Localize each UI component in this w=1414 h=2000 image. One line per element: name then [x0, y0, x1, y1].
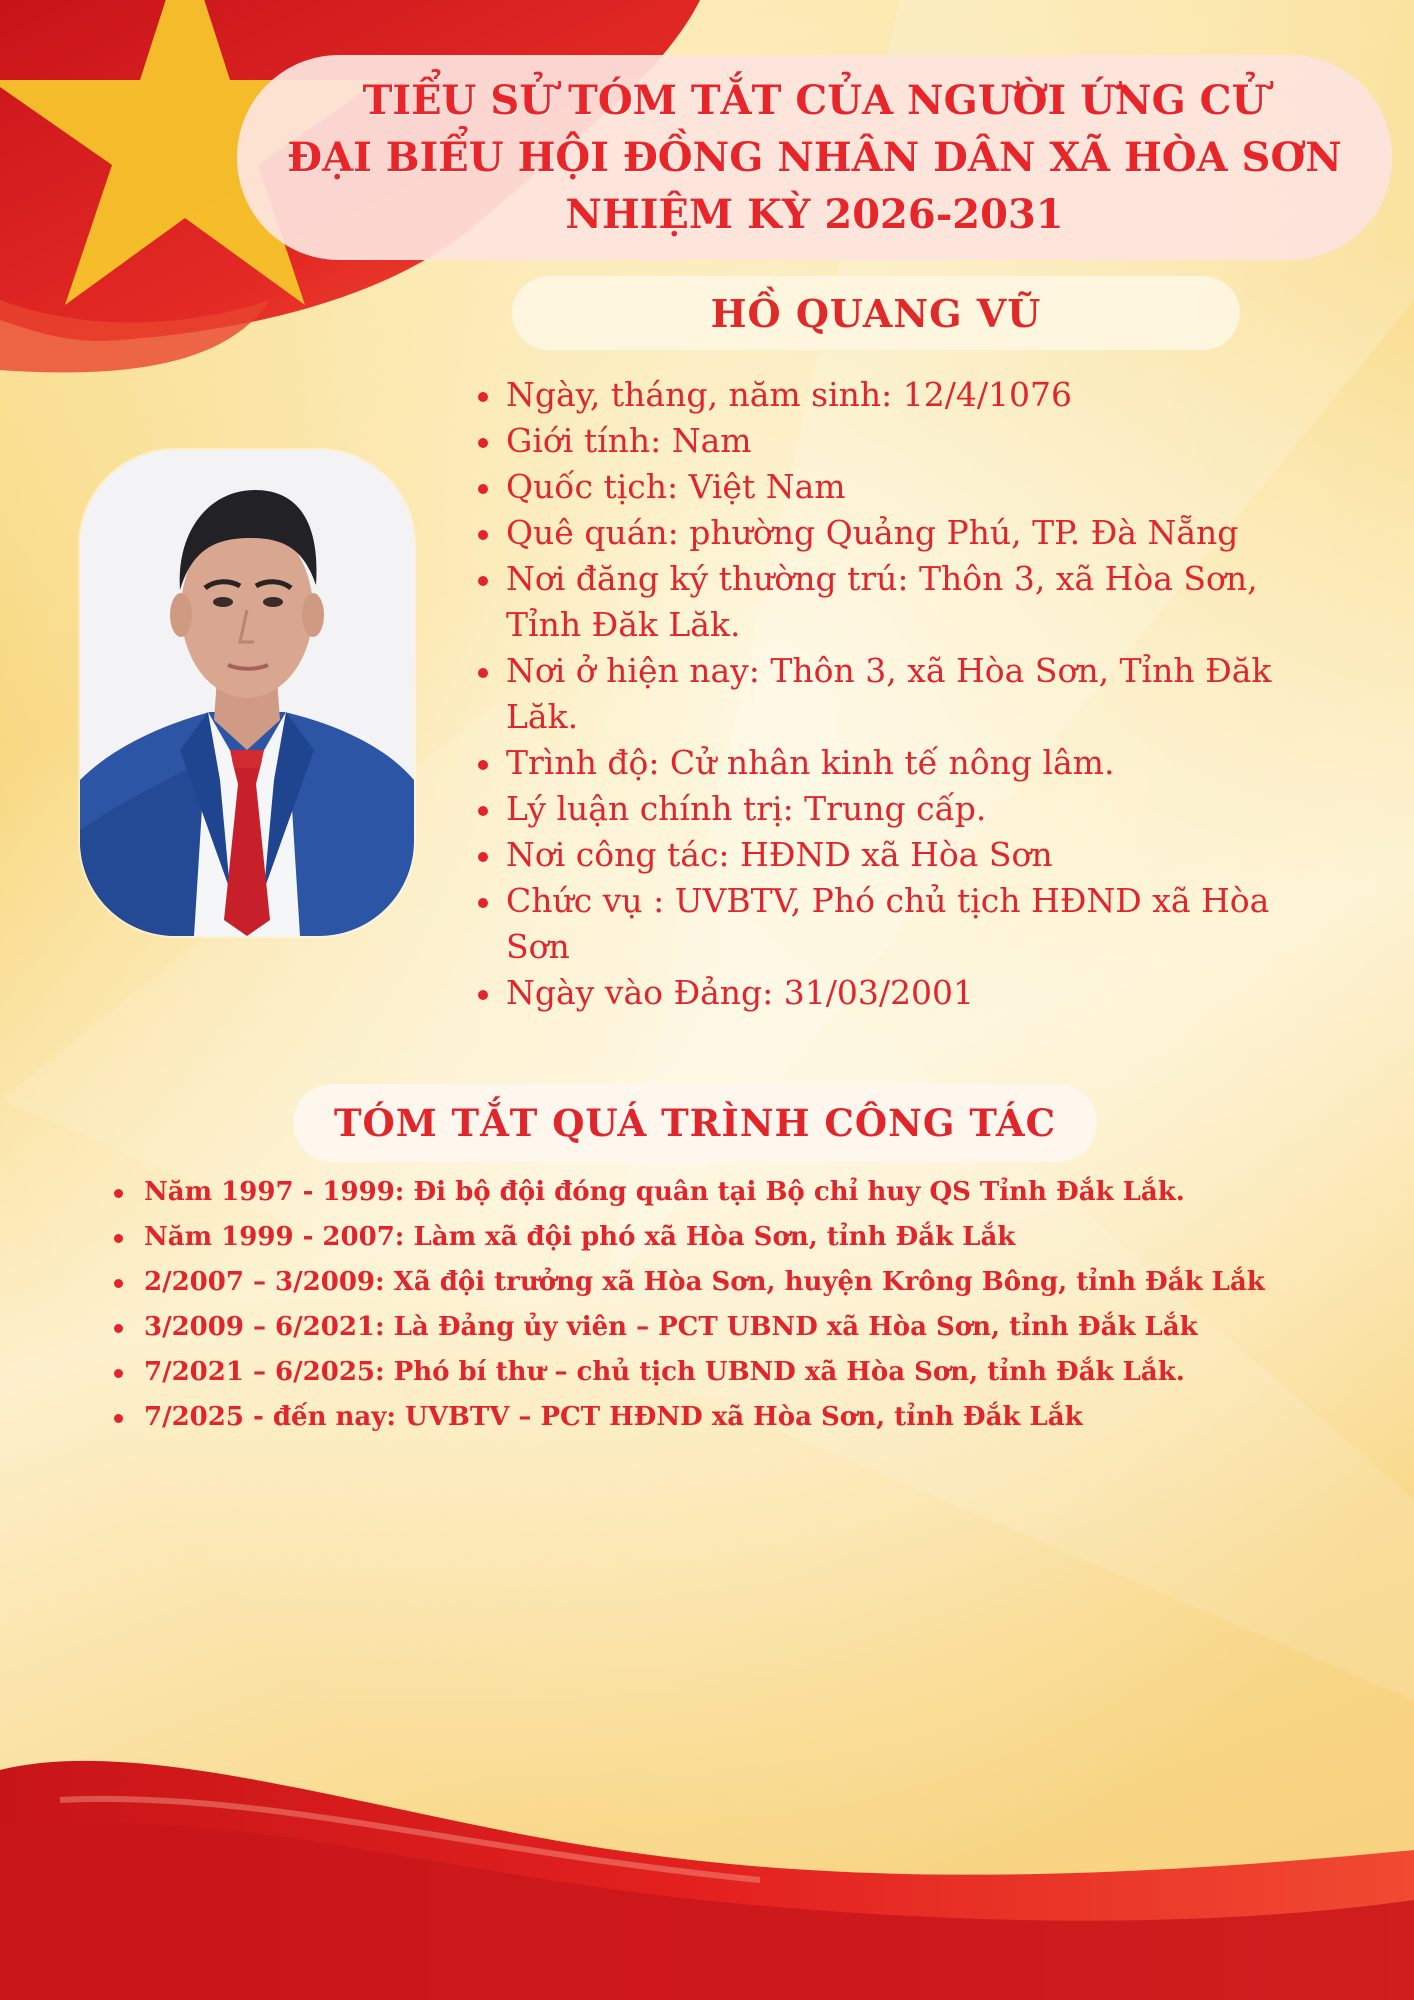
detail-nationality: Quốc tịch: Việt Nam — [474, 464, 1294, 510]
candidate-name-banner — [512, 276, 1240, 350]
career-list — [110, 1170, 1360, 1440]
detail-party-join-date: Ngày vào Đảng: 31/03/2001 — [474, 970, 1294, 1016]
career-item: 3/2009 – 6/2021: Là Đảng ủy viên – PCT UBND xã Hòa Sơn, tỉnh Đắk Lắk — [110, 1305, 1360, 1350]
career-item: 2/2007 – 3/2009: Xã đội trưởng xã Hòa Sơn, huyện Krông Bông, tỉnh Đắk Lắk — [110, 1260, 1360, 1305]
career-item: Năm 1999 - 2007: Làm xã đội phó xã Hòa Sơn, tỉnh Đắk Lắk — [110, 1215, 1360, 1260]
candidate-details-list — [474, 372, 1294, 1016]
detail-hometown: Quê quán: phường Quảng Phú, TP. Đà Nẵng — [474, 510, 1294, 556]
career-item: 7/2021 – 6/2025: Phó bí thư – chủ tịch UBND xã Hòa Sơn, tỉnh Đắk Lắk. — [110, 1350, 1360, 1395]
title-line-3: NHIỆM KỲ 2026-2031 — [565, 191, 1064, 238]
career-item: Năm 1997 - 1999: Đi bộ đội đóng quân tại Bộ chỉ huy QS Tỉnh Đắk Lắk. — [110, 1170, 1360, 1215]
detail-workplace: Nơi công tác: HĐND xã Hòa Sơn — [474, 832, 1294, 878]
candidate-name: HỒ QUANG VŨ — [710, 290, 1042, 336]
detail-birthdate: Ngày, tháng, năm sinh: 12/4/1076 — [474, 372, 1294, 418]
title-line-2: ĐẠI BIỂU HỘI ĐỒNG NHÂN DÂN XÃ HÒA SƠN — [287, 134, 1342, 181]
title-line-1: TIỂU SỬ TÓM TẮT CỦA NGƯỜI ỨNG CỬ — [362, 77, 1267, 124]
detail-political-theory: Lý luận chính trị: Trung cấp. — [474, 786, 1294, 832]
candidate-portrait — [80, 450, 414, 936]
career-heading: TÓM TẮT QUÁ TRÌNH CÔNG TÁC — [333, 1101, 1057, 1145]
career-heading-banner — [293, 1084, 1097, 1162]
detail-education: Trình độ: Cử nhân kinh tế nông lâm. — [474, 740, 1294, 786]
detail-permanent-residence: Nơi đăng ký thường trú: Thôn 3, xã Hòa Sơn, Tỉnh Đăk Lăk. — [474, 556, 1294, 648]
career-item: 7/2025 - đến nay: UVBTV – PCT HĐND xã Hòa Sơn, tỉnh Đắk Lắk — [110, 1395, 1360, 1440]
title-banner — [237, 55, 1392, 260]
detail-position: Chức vụ : UVBTV, Phó chủ tịch HĐND xã Hòa Sơn — [474, 878, 1294, 970]
detail-gender: Giới tính: Nam — [474, 418, 1294, 464]
detail-current-residence: Nơi ở hiện nay: Thôn 3, xã Hòa Sơn, Tỉnh Đăk Lăk. — [474, 648, 1294, 740]
